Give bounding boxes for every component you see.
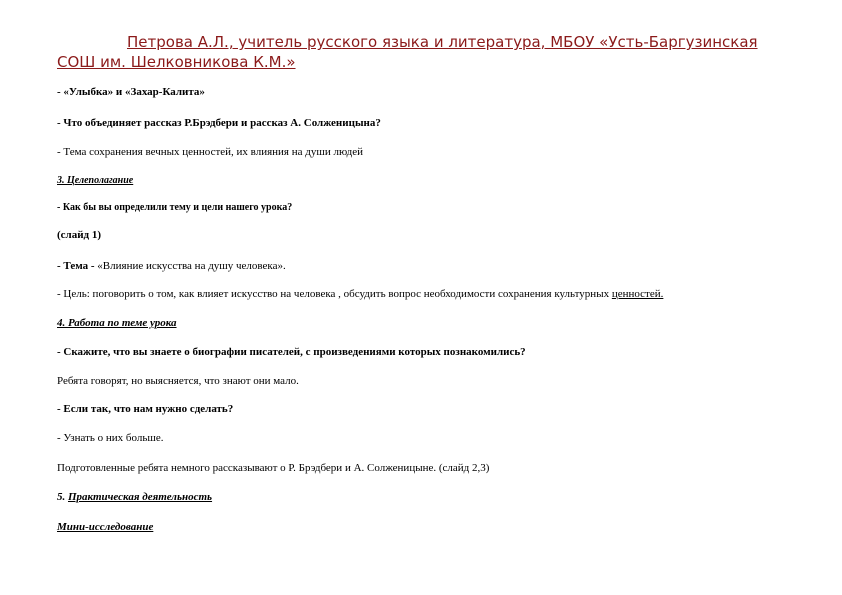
lesson-goal <box>57 287 663 301</box>
question-common-theme: - Что объединяет рассказ Р.Брэдбери и рассказ А. Солженицына? <box>57 117 381 129</box>
section-practical-activity <box>57 490 212 504</box>
lesson-theme-label: - Тема - <box>57 260 98 272</box>
document-header <box>57 32 797 72</box>
story-titles: - «Улыбка» и «Захар-Калита» <box>57 86 205 98</box>
question-biography: - Скажите, что вы знаете о биографии писателей, с произведениями которых познакомились? <box>57 346 526 358</box>
section-5-title: Практическая деятельность <box>68 491 213 503</box>
question-what-to-do: - Если так, что нам нужно сделать? <box>57 403 234 415</box>
section-goal-setting: 3. Целеполагание <box>57 175 134 186</box>
question-lesson-topic: - Как бы вы определили тему и цели нашего урока? <box>57 202 293 213</box>
header-school-line: СОШ им. Шелковникова К.М.» <box>57 53 296 71</box>
lesson-theme-text: «Влияние искусства на душу человека». <box>97 260 286 272</box>
section-lesson-work: 4. Работа по теме урока <box>57 317 177 329</box>
header-author-line: Петрова А.Л., учитель русского языка и литература, МБОУ «Усть-Баргузинская <box>127 33 758 51</box>
lesson-theme <box>57 259 286 273</box>
lesson-goal-text: - Цель: поговорить о том, как влияет искусство на человека , обсудить вопрос необходимости сохранения культурных <box>57 288 612 300</box>
prepared-students: Подготовленные ребята немного рассказывают о Р. Брэдбери и А. Солженицыне. (слайд 2,3) <box>57 462 490 474</box>
answer-biography: Ребята говорят, но выясняется, что знают они мало. <box>57 375 299 387</box>
answer-common-theme: - Тема сохранения вечных ценностей, их влияния на души людей <box>57 146 363 158</box>
answer-learn-more: - Узнать о них больше. <box>57 432 164 444</box>
section-5-number: 5. <box>57 491 68 503</box>
mini-research-heading: Мини-исследование <box>57 521 154 533</box>
lesson-goal-link: ценностей. <box>611 288 664 300</box>
slide-reference-1: (слайд 1) <box>57 229 102 241</box>
